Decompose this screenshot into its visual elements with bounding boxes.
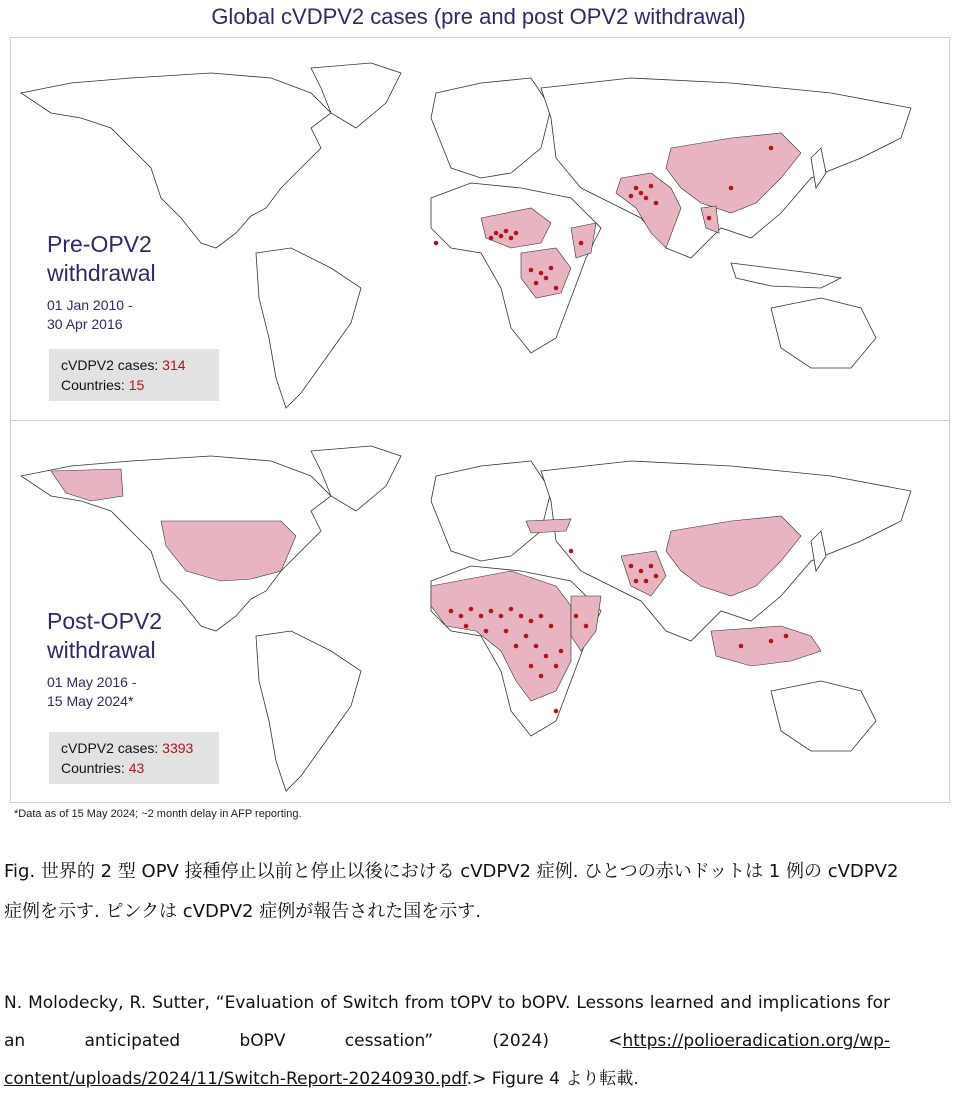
case-dot <box>539 614 544 619</box>
case-dot <box>639 191 644 196</box>
post-cases-label: cVDPV2 cases: <box>61 740 163 756</box>
post-countries-value: 43 <box>128 760 145 776</box>
australia-outline <box>771 298 876 368</box>
case-dot <box>539 271 544 276</box>
figure-title: Global cVDPV2 cases (pre and post OPV2 withdrawal) <box>211 4 746 29</box>
case-dot <box>504 629 509 634</box>
reference-link[interactable]: https://polioeradication.org/wp-content/uploads/2024/11/Switch-Report-20240930.pdf <box>4 1031 890 1089</box>
case-dot <box>649 184 654 189</box>
pre-cases-row <box>61 355 219 375</box>
case-dot <box>554 286 559 291</box>
australia-outline <box>771 681 876 751</box>
pre-countries-label: Countries: <box>61 377 129 393</box>
south-america-outline <box>256 631 361 791</box>
pre-heading-line1: Pre-OPV2 <box>47 231 152 257</box>
data-footnote: *Data as of 15 May 2024; ~2 month delay in AFP reporting. <box>14 808 302 820</box>
pre-cases-label: cVDPV2 cases: <box>61 357 163 373</box>
case-dot <box>739 644 744 649</box>
case-dot <box>549 624 554 629</box>
case-dot <box>784 634 789 639</box>
case-dot <box>769 639 774 644</box>
post-cases-row <box>61 738 219 758</box>
case-dot <box>449 609 454 614</box>
pre-date-end: 30 Apr 2016 <box>47 316 123 332</box>
figure-caption: Fig. 世界的 2 型 OPV 接種停止以前と停止以後における cVDPV2 症例. ひとつの赤いドットは 1 例の cVDPV2 症例を示す. ピンクは cVDPV2 症例が報告された国を示す. <box>4 861 899 922</box>
post-date-start: 01 May 2016 - <box>47 674 137 690</box>
pre-label-block <box>47 230 156 334</box>
pre-stats-box <box>49 349 219 401</box>
case-dot <box>514 231 519 236</box>
case-dot <box>509 607 514 612</box>
case-dot <box>649 564 654 569</box>
post-heading-line2: withdrawal <box>47 637 156 663</box>
case-dot <box>534 281 539 286</box>
reference-text: N. Molodecky, R. Sutter, “Evaluation of Switch from tOPV to bOPV. Lessons learned and implications for an anticipated bOPV cessation” (2024) < <box>4 993 890 1051</box>
case-dot <box>584 624 589 629</box>
case-dot <box>529 268 534 273</box>
case-dot <box>514 644 519 649</box>
case-dot <box>644 196 649 201</box>
case-dot <box>639 569 644 574</box>
case-dot <box>634 579 639 584</box>
pre-countries-value: 15 <box>128 377 145 393</box>
case-dot <box>634 186 639 191</box>
north-america-outline <box>21 73 331 248</box>
pre-date-range <box>47 296 156 334</box>
case-dot <box>434 241 439 246</box>
pre-date-start: 01 Jan 2010 - <box>47 297 133 313</box>
post-date-end: 15 May 2024* <box>47 693 134 709</box>
post-withdrawal-map-panel <box>10 420 950 803</box>
case-dot <box>654 574 659 579</box>
case-dot <box>494 231 499 236</box>
africa-outline <box>431 183 601 353</box>
case-dot <box>539 674 544 679</box>
case-dot <box>469 607 474 612</box>
case-dot <box>499 234 504 239</box>
middle-east-shape <box>526 519 571 533</box>
case-dot <box>504 229 509 234</box>
case-dot <box>489 609 494 614</box>
case-dot <box>544 276 549 281</box>
case-dot <box>489 236 494 241</box>
case-dot <box>729 186 734 191</box>
post-heading-line1: Post-OPV2 <box>47 608 163 634</box>
case-dot <box>554 664 559 669</box>
post-stats-box <box>49 732 219 784</box>
case-dot <box>569 549 574 554</box>
case-dot <box>654 201 659 206</box>
case-dot <box>499 614 504 619</box>
case-dot <box>559 649 564 654</box>
west-central-africa-shape <box>431 571 571 701</box>
source-reference <box>4 984 890 1098</box>
case-dot <box>529 664 534 669</box>
pre-countries-row <box>61 375 219 395</box>
east-africa-shape <box>571 596 601 651</box>
case-dot <box>544 654 549 659</box>
case-dot <box>579 241 584 246</box>
case-dot <box>554 709 559 714</box>
case-dot <box>629 564 634 569</box>
post-cases-value: 3393 <box>162 740 194 756</box>
case-dot <box>524 634 529 639</box>
case-dot <box>629 194 634 199</box>
reference-suffix: .> Figure 4 より転載. <box>466 1069 639 1089</box>
case-dot <box>534 644 539 649</box>
pre-cases-value: 314 <box>162 357 186 373</box>
case-dot <box>464 624 469 629</box>
case-dot <box>479 614 484 619</box>
case-dot <box>529 619 534 624</box>
indonesia-outline <box>731 263 841 288</box>
case-dot <box>644 579 649 584</box>
pre-withdrawal-map-panel <box>10 37 950 421</box>
southeast-asia-shape <box>711 626 821 666</box>
europe-outline <box>431 461 551 561</box>
pre-heading-line2: withdrawal <box>47 260 156 286</box>
post-label-block <box>47 607 162 711</box>
case-dot <box>484 629 489 634</box>
south-america-outline <box>256 248 361 408</box>
case-dot <box>574 614 579 619</box>
case-dot <box>459 614 464 619</box>
post-countries-row <box>61 758 219 778</box>
case-dot <box>509 236 514 241</box>
post-countries-label: Countries: <box>61 760 129 776</box>
case-dot <box>519 614 524 619</box>
case-dot <box>769 146 774 151</box>
europe-outline <box>431 78 551 178</box>
case-dot <box>549 266 554 271</box>
post-date-range <box>47 673 162 711</box>
case-dot <box>707 216 712 221</box>
